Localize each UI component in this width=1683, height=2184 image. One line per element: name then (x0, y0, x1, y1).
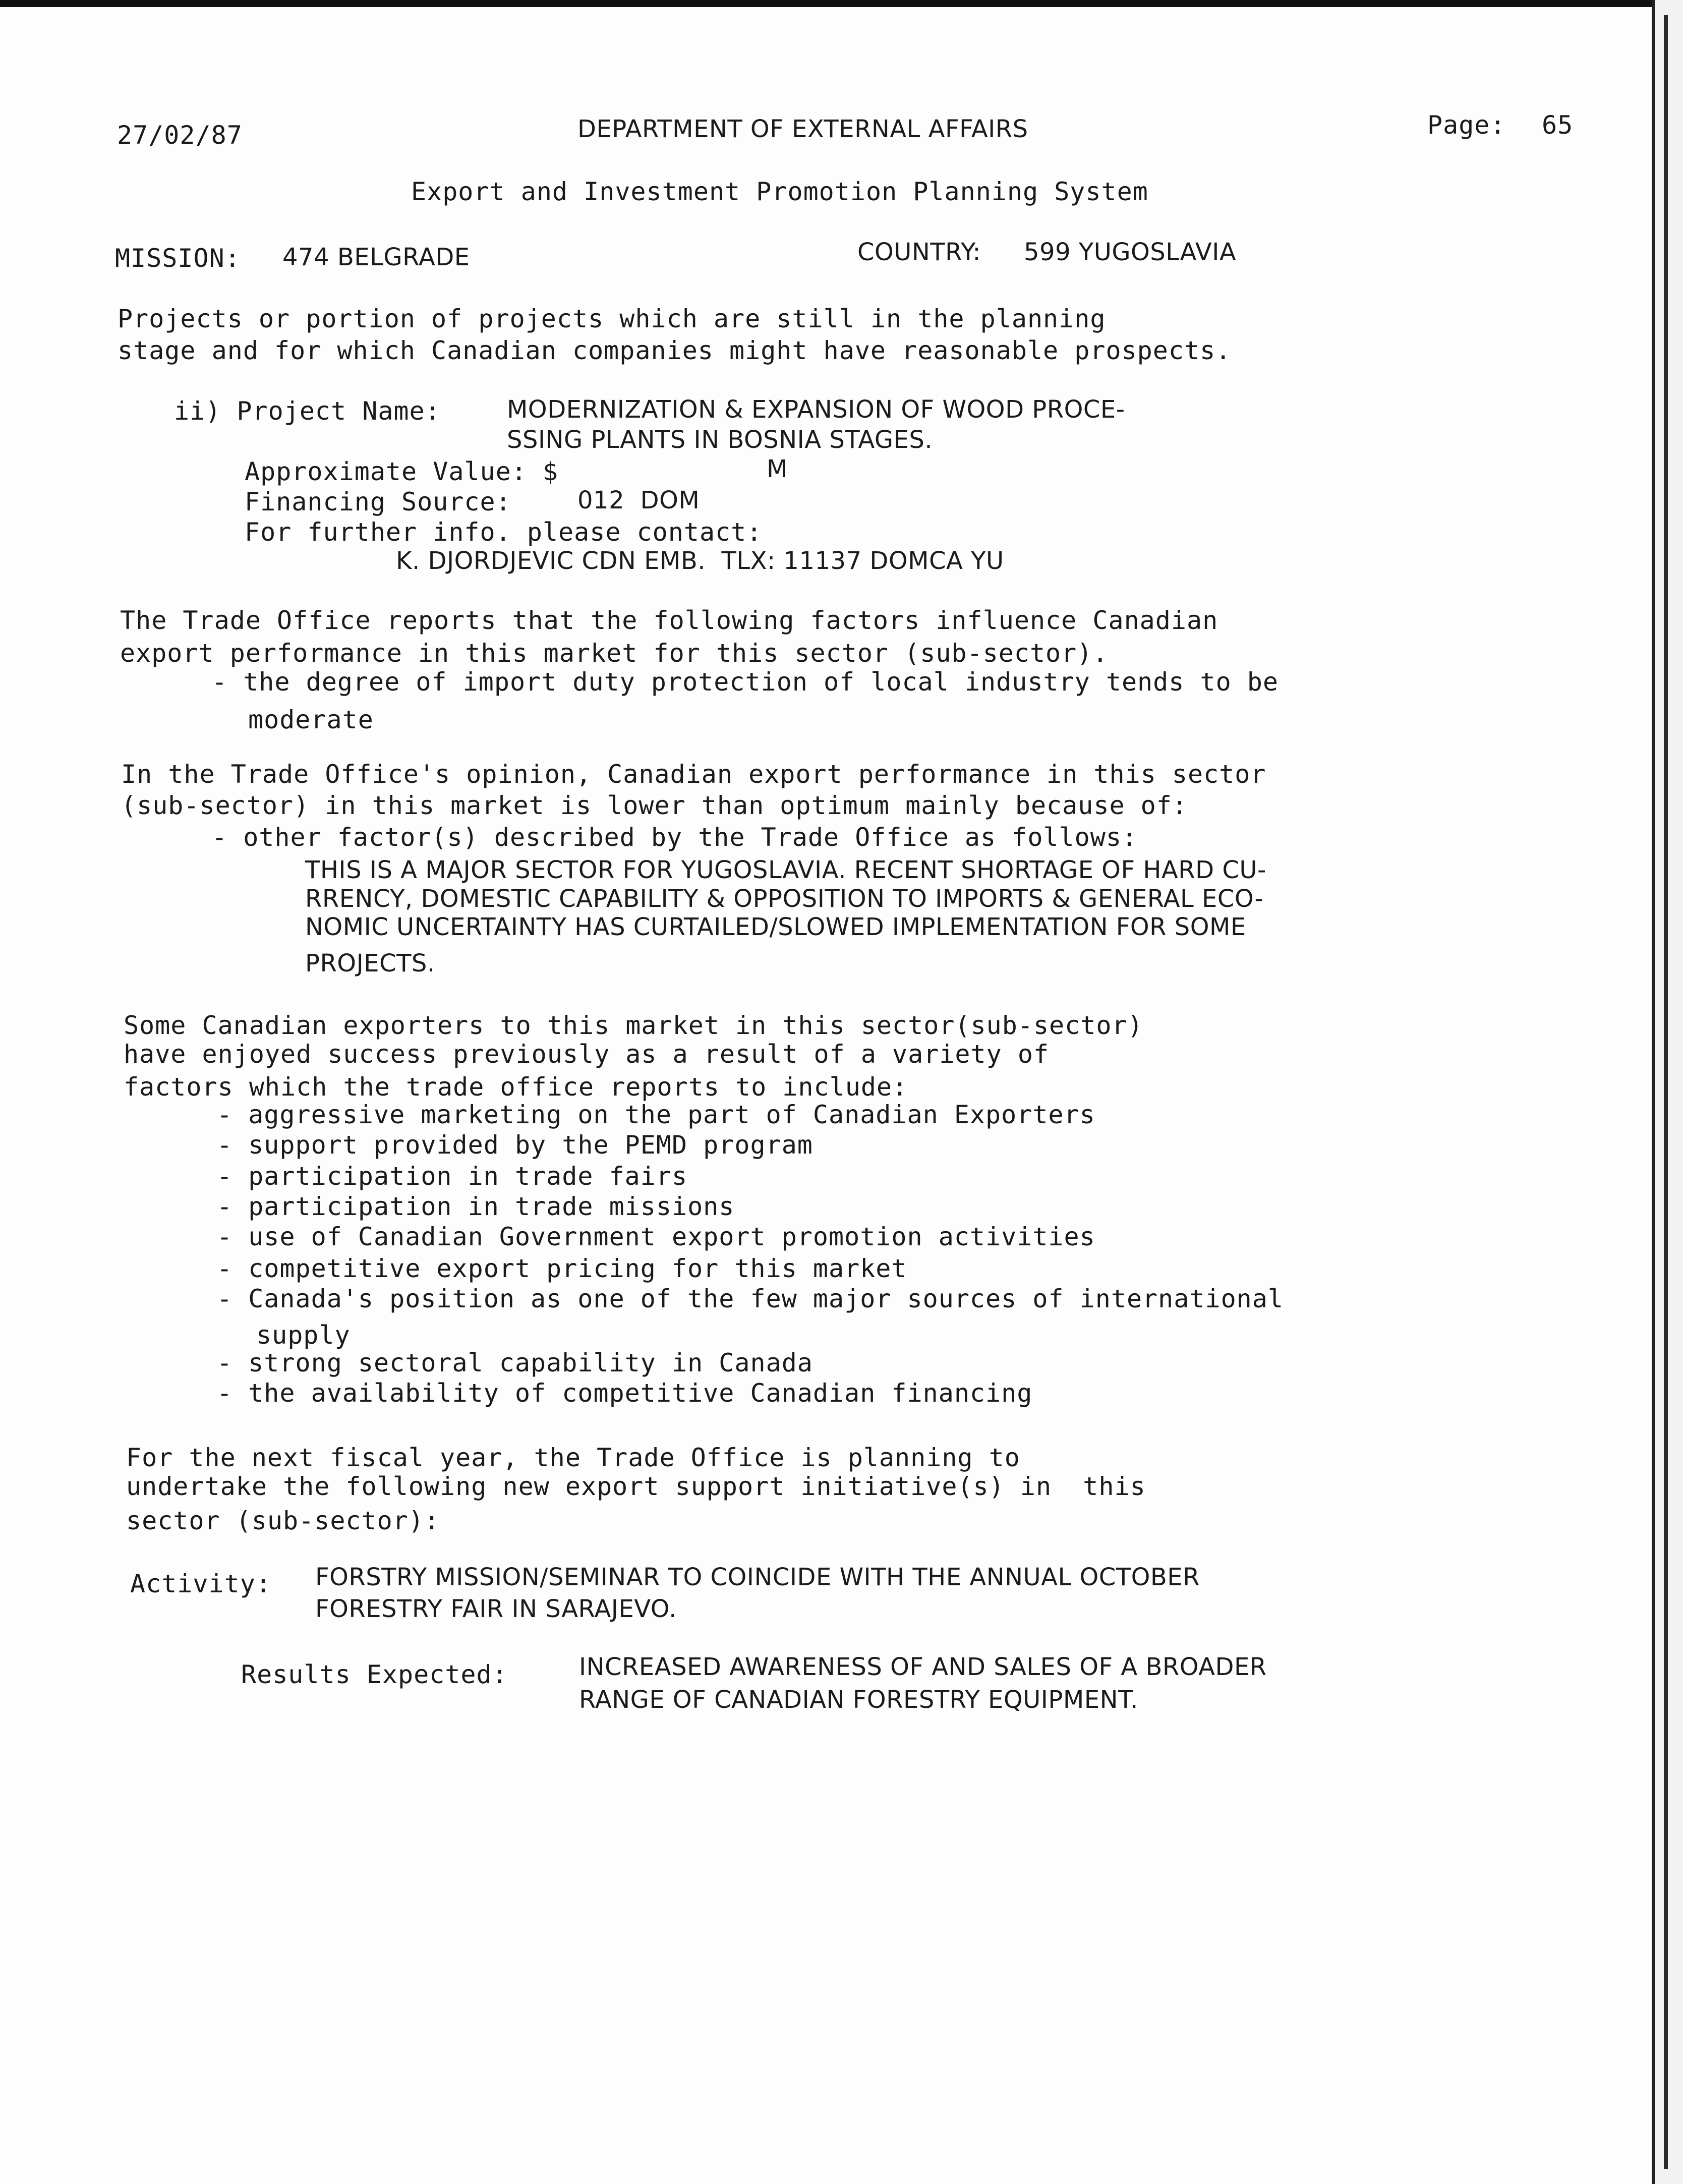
factors-line-2: export performance in this market for this sector (sub-sector). (120, 639, 1109, 668)
activity-line-1: FORSTRY MISSION/SEMINAR TO COINCIDE WITH THE ANNUAL OCTOBER (315, 1563, 1200, 1591)
activity-line-2: FORESTRY FAIR IN SARAJEVO. (315, 1595, 677, 1623)
opinion-line-2: (sub-sector) in this market is lower than optimum mainly because of: (121, 791, 1188, 820)
factors-bullet-1-cont: moderate (248, 705, 374, 734)
mission-value: 474 BELGRADE (282, 243, 470, 271)
intro-line-2: stage and for which Canadian companies might have reasonable prospects. (118, 336, 1232, 365)
factors-line-1: The Trade Office reports that the following factors influence Canadian (120, 606, 1218, 635)
country-value: 599 YUGOSLAVIA (1024, 238, 1237, 266)
contact-value: K. DJORDJEVIC CDN EMB. TLX: 11137 DOMCA YU (396, 547, 1004, 575)
opinion-detail-line-2: RRENCY, DOMESTIC CAPABILITY & OPPOSITION TO IMPORTS & GENERAL ECO- (305, 885, 1264, 913)
financing-source-label: Financing Source: (245, 487, 511, 516)
financing-source-value: 012 DOM (577, 486, 700, 514)
page-number: 65 (1542, 110, 1574, 140)
country-label: COUNTRY: (857, 238, 981, 266)
success-item: - participation in trade fairs (217, 1162, 688, 1191)
success-item: - support provided by the PEMD program (217, 1130, 813, 1160)
project-name-line-1: MODERNIZATION & EXPANSION OF WOOD PROCE- (507, 395, 1125, 424)
next-year-line-3: sector (sub-sector): (126, 1506, 440, 1535)
success-line-2: have enjoyed success previously as a result of a variety of (124, 1040, 1050, 1069)
success-item: - the availability of competitive Canadian financing (217, 1378, 1033, 1408)
opinion-detail-line-4: PROJECTS. (305, 949, 435, 978)
page-label: Page: (1427, 110, 1506, 140)
opinion-line-1: In the Trade Office's opinion, Canadian export performance in this sector (121, 760, 1266, 789)
activity-label: Activity: (130, 1569, 271, 1598)
success-item: - participation in trade missions (217, 1192, 735, 1221)
project-name-line-2: SSING PLANTS IN BOSNIA STAGES. (507, 426, 933, 454)
success-item: - aggressive marketing on the part of Canadian Exporters (217, 1100, 1095, 1129)
scan-top-edge (0, 0, 1683, 7)
mission-label: MISSION: (115, 244, 241, 273)
approximate-value-unit: M (767, 455, 788, 483)
success-item: - use of Canadian Government export promotion activities (217, 1222, 1095, 1251)
scan-binding-shadow (1664, 15, 1668, 2169)
results-expected-label: Results Expected: (241, 1660, 508, 1689)
factors-bullet-1: - the degree of import duty protection of local industry tends to be (212, 667, 1279, 697)
department-title: DEPARTMENT OF EXTERNAL AFFAIRS (577, 115, 1028, 143)
system-title: Export and Investment Promotion Planning System (411, 177, 1148, 206)
success-item-cont: supply (256, 1320, 351, 1350)
success-item: - Canada's position as one of the few major sources of international (217, 1284, 1284, 1313)
approximate-value-label: Approximate Value: $ (245, 457, 559, 486)
opinion-detail-line-3: NOMIC UNCERTAINTY HAS CURTAILED/SLOWED IMPLEMENTATION FOR SOME (305, 913, 1246, 941)
report-date: 27/02/87 (117, 121, 243, 150)
next-year-line-1: For the next fiscal year, the Trade Office is planning to (126, 1443, 1020, 1472)
success-line-3: factors which the trade office reports to include: (124, 1072, 908, 1102)
project-name-label: ii) Project Name: (174, 396, 441, 426)
success-line-1: Some Canadian exporters to this market in this sector(sub-sector) (124, 1011, 1143, 1040)
success-item: - strong sectoral capability in Canada (217, 1348, 813, 1377)
opinion-detail-line-1: THIS IS A MAJOR SECTOR FOR YUGOSLAVIA. RECENT SHORTAGE OF HARD CU- (305, 856, 1266, 884)
intro-line-1: Projects or portion of projects which are still in the planning (118, 304, 1106, 333)
results-expected-line-1: INCREASED AWARENESS OF AND SALES OF A BROADER (579, 1653, 1267, 1681)
next-year-line-2: undertake the following new export support initiative(s) in this (126, 1472, 1146, 1501)
results-expected-line-2: RANGE OF CANADIAN FORESTRY EQUIPMENT. (579, 1686, 1138, 1714)
scan-right-edge (1652, 0, 1683, 2184)
contact-label: For further info. please contact: (245, 518, 763, 547)
opinion-bullet-1: - other factor(s) described by the Trade Office as follows: (212, 823, 1138, 852)
success-item: - competitive export pricing for this market (217, 1254, 907, 1283)
